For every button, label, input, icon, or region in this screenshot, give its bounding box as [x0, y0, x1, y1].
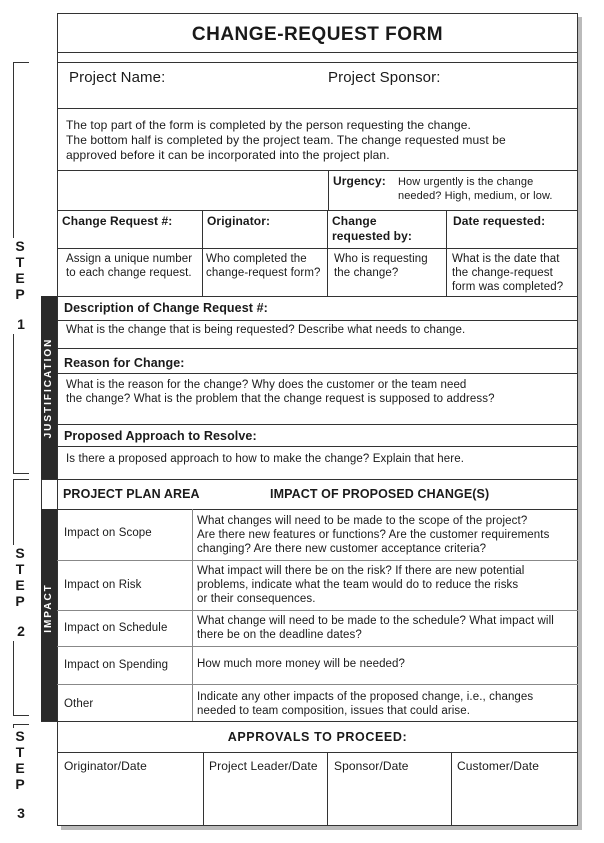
- intro-text-line1: The top part of the form is completed by the person requesting the change.: [66, 118, 471, 132]
- divider: [57, 170, 578, 171]
- step-2-number: 2: [17, 623, 25, 639]
- cell-date-line1: What is the date that: [452, 253, 560, 265]
- cell-request-number-line1: Assign a unique number: [66, 253, 193, 265]
- project-name-label: Project Name:: [69, 69, 166, 86]
- impact-scope-line1: What changes will need to be made to the scope of the project?: [197, 515, 528, 527]
- impact-other-line1: Indicate any other impacts of the proposed change, i.e., changes: [197, 691, 534, 703]
- header-date-requested: Date requested:: [453, 214, 546, 228]
- divider: [57, 446, 578, 447]
- signer-customer: Customer/Date: [457, 759, 539, 773]
- divider: [57, 210, 578, 211]
- impact-area-other: Other: [64, 698, 94, 710]
- divider: [451, 752, 452, 826]
- impact-schedule-line1: What change will need to be made to the schedule? What impact will: [197, 615, 554, 627]
- description-hint: What is the change that is being requested? Describe what needs to change.: [66, 324, 466, 336]
- project-sponsor-label: Project Sponsor:: [328, 69, 441, 86]
- impact-col1-header: PROJECT PLAN AREA: [63, 487, 200, 501]
- header-change-request-number: Change Request #:: [62, 214, 173, 228]
- header-originator: Originator:: [207, 214, 271, 228]
- signer-sponsor: Sponsor/Date: [334, 759, 409, 773]
- step-1-word: STEP: [15, 238, 25, 302]
- divider: [57, 646, 578, 647]
- impact-scope-line3: changing? Are there new customer acceptance criteria?: [197, 543, 487, 555]
- step-1-label: [12, 238, 30, 334]
- divider: [57, 424, 578, 425]
- cell-originator-line2: change-request form?: [206, 267, 321, 279]
- divider: [327, 210, 328, 296]
- form-title: CHANGE-REQUEST FORM: [191, 24, 444, 45]
- signer-originator: Originator/Date: [64, 759, 147, 773]
- justification-sidebar-label: JUSTIFICATION: [43, 337, 54, 439]
- step-2-label: [12, 545, 30, 641]
- cell-requested-by-line1: Who is requesting: [334, 253, 428, 265]
- reason-hint-line2: the change? What is the problem that the change request is supposed to address?: [66, 393, 495, 405]
- header-change-requested-by-line2: requested by:: [332, 229, 412, 243]
- divider: [41, 479, 578, 480]
- impact-risk-line3: or their consequences.: [197, 593, 316, 605]
- divider: [57, 320, 578, 321]
- intro-text-line2: The bottom half is completed by the project team. The change requested must be: [66, 133, 506, 147]
- cell-requested-by-line2: the change?: [334, 267, 399, 279]
- divider: [57, 684, 578, 685]
- step-3-word: STEP: [15, 728, 25, 792]
- impact-other-line2: needed to team composition, issues that could arise.: [197, 705, 471, 717]
- divider: [327, 752, 328, 826]
- impact-area-scope: Impact on Scope: [64, 527, 152, 539]
- impact-col2-header: IMPACT OF PROPOSED CHANGE(S): [270, 487, 490, 501]
- impact-area-spending: Impact on Spending: [64, 659, 169, 671]
- urgency-hint-line2: needed? High, medium, or low.: [398, 190, 553, 202]
- signer-project-leader: Project Leader/Date: [209, 759, 318, 773]
- cell-originator-line1: Who completed the: [206, 253, 307, 265]
- divider: [57, 52, 578, 53]
- header-change-requested-by: Change: [332, 214, 377, 228]
- divider: [57, 610, 578, 611]
- impact-schedule-line2: there be on the deadline dates?: [197, 629, 362, 641]
- divider: [192, 509, 193, 721]
- divider: [328, 170, 329, 210]
- divider: [57, 560, 578, 561]
- divider: [446, 210, 447, 296]
- reason-label: Reason for Change:: [64, 356, 185, 370]
- step-1-number: 1: [17, 316, 25, 332]
- divider: [57, 248, 578, 249]
- divider: [57, 348, 578, 349]
- impact-area-schedule: Impact on Schedule: [64, 622, 168, 634]
- urgency-hint-line1: How urgently is the change: [398, 176, 534, 188]
- approach-label: Proposed Approach to Resolve:: [64, 429, 257, 443]
- divider: [57, 108, 578, 109]
- divider: [57, 373, 578, 374]
- divider: [41, 721, 578, 722]
- impact-area-risk: Impact on Risk: [64, 579, 142, 591]
- description-label: Description of Change Request #:: [64, 301, 268, 315]
- step-3-number: 3: [17, 805, 25, 821]
- impact-scope-line2: Are there new features or functions? Are the customer requirements: [197, 529, 550, 541]
- cell-request-number-line2: to each change request.: [66, 267, 192, 279]
- urgency-label: Urgency:: [333, 174, 386, 188]
- divider: [57, 752, 578, 753]
- divider: [57, 62, 578, 63]
- approach-hint: Is there a proposed approach to how to make the change? Explain that here.: [66, 453, 465, 465]
- step-2-word: STEP: [15, 545, 25, 609]
- cell-date-line3: form was completed?: [452, 281, 564, 293]
- approvals-title: APPROVALS TO PROCEED:: [227, 730, 408, 744]
- impact-spending-line1: How much more money will be needed?: [197, 658, 406, 670]
- reason-hint-line1: What is the reason for the change? Why does the customer or the team need: [66, 379, 467, 391]
- cell-date-line2: the change-request: [452, 267, 553, 279]
- divider: [41, 509, 578, 510]
- divider: [202, 210, 203, 296]
- step-3-label: [12, 728, 30, 824]
- intro-text-line3: approved before it can be incorporated into the project plan.: [66, 148, 390, 162]
- impact-risk-line2: problems, indicate what the team would do to reduce the risks: [197, 579, 519, 591]
- impact-header-left-box: [41, 479, 57, 509]
- divider: [41, 296, 578, 297]
- divider: [203, 752, 204, 826]
- impact-risk-line1: What impact will there be on the risk? If there are new potential: [197, 565, 525, 577]
- impact-sidebar-label: IMPACT: [43, 583, 54, 633]
